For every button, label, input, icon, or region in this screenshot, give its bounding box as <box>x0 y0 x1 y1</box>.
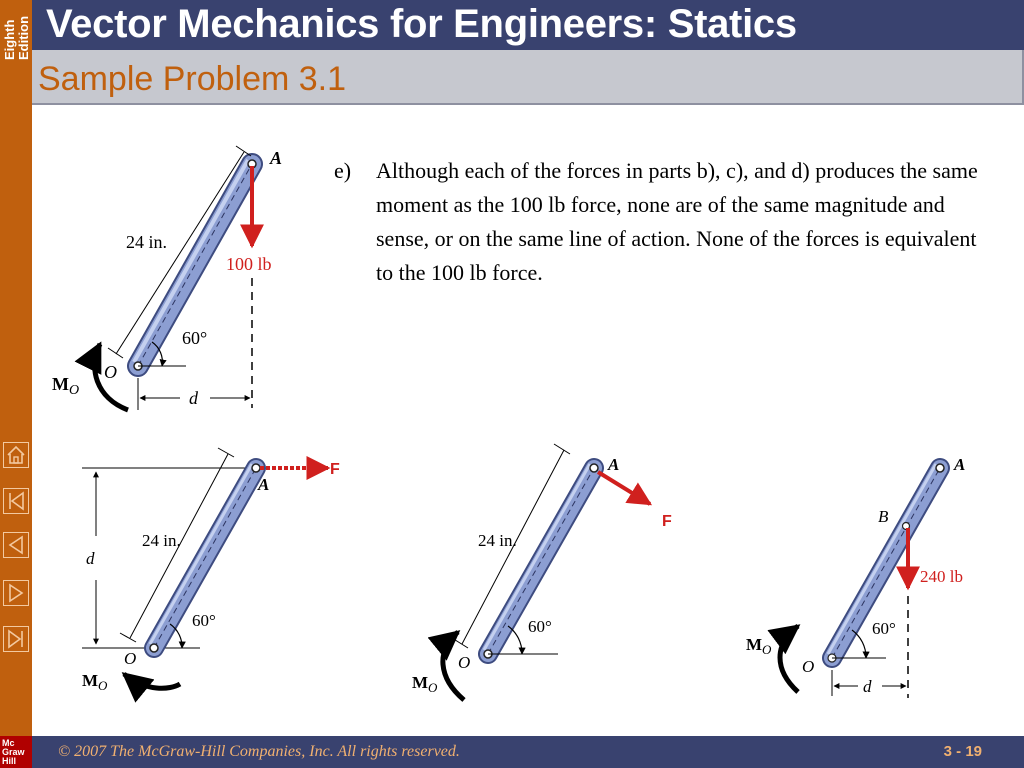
publisher-logo <box>0 736 32 768</box>
page-subtitle: Sample Problem 3.1 <box>38 60 347 98</box>
subheader-bar <box>32 50 1024 105</box>
home-icon <box>4 443 28 467</box>
home-button[interactable] <box>3 442 29 468</box>
label-moment: $M_O$ <box>82 671 108 693</box>
page-number: 3 - 19 <box>943 743 982 760</box>
logo-line3: Hill <box>2 756 17 766</box>
previous-button[interactable] <box>3 532 29 558</box>
label-o: O <box>124 649 137 668</box>
pin-o <box>150 644 158 652</box>
label-force: 240 lb <box>920 567 963 586</box>
edition-line1: Eighth <box>2 19 17 60</box>
last-page-icon <box>4 627 28 651</box>
moment-arrow <box>780 626 798 692</box>
pin-a <box>590 464 598 472</box>
label-moment: $M_O$ <box>412 673 438 695</box>
label-b: B <box>878 507 889 526</box>
label-o: O <box>802 657 815 676</box>
label-distance: d <box>189 388 198 408</box>
header-bar <box>32 0 1024 50</box>
label-a: A <box>258 475 270 494</box>
label-length: 24 in. <box>478 531 517 550</box>
problem-marker: e) <box>334 158 352 183</box>
force-arrow <box>598 472 650 504</box>
figure-original-force <box>46 128 306 418</box>
previous-icon <box>4 533 28 557</box>
label-force: 100 lb <box>226 254 272 274</box>
label-angle: 60° <box>182 328 208 348</box>
pin-a <box>252 464 260 472</box>
label-a: A <box>270 148 283 168</box>
edition-label <box>0 0 32 62</box>
label-length: 24 in. <box>142 531 181 550</box>
problem-statement <box>334 154 994 290</box>
edition-line2: Edition <box>16 15 31 60</box>
label-angle: 60° <box>872 619 896 638</box>
next-icon <box>4 581 28 605</box>
label-angle: 60° <box>528 617 552 636</box>
problem-text: Although each of the forces in parts b), c), and d) produces the same moment as the 100 lb force, none are of the same magnitude and sense, or on the same line of action. None of the forces is equivalent to the 100 lb force. <box>376 158 978 285</box>
footer-bar <box>32 736 1024 768</box>
last-page-button[interactable] <box>3 626 29 652</box>
label-force: F <box>330 461 340 478</box>
next-button[interactable] <box>3 580 29 606</box>
figure-force-at-b <box>736 448 996 710</box>
label-moment: $M_O$ <box>746 635 772 657</box>
label-angle: 60° <box>192 611 216 630</box>
label-moment: $M_O$ <box>52 374 80 398</box>
logo-line1: Mc <box>2 738 15 748</box>
logo-line2: Graw <box>2 747 25 757</box>
moment-arrow <box>124 674 180 688</box>
label-distance: d <box>86 549 95 568</box>
first-page-button[interactable] <box>3 488 29 514</box>
label-o: O <box>104 362 117 382</box>
label-a: A <box>954 455 966 474</box>
label-o: O <box>458 653 471 672</box>
label-a: A <box>608 455 620 474</box>
first-page-icon <box>4 489 28 513</box>
label-distance: d <box>863 677 872 696</box>
label-length: 24 in. <box>126 232 168 252</box>
page-title: Vector Mechanics for Engineers: Statics <box>46 2 797 46</box>
sidebar <box>0 0 32 768</box>
figure-horizontal-force <box>60 438 360 708</box>
label-force: F <box>662 513 672 530</box>
copyright-notice: © 2007 The McGraw-Hill Companies, Inc. All rights reserved. <box>58 743 460 760</box>
figure-inclined-force <box>408 438 698 708</box>
pin-a <box>936 464 944 472</box>
